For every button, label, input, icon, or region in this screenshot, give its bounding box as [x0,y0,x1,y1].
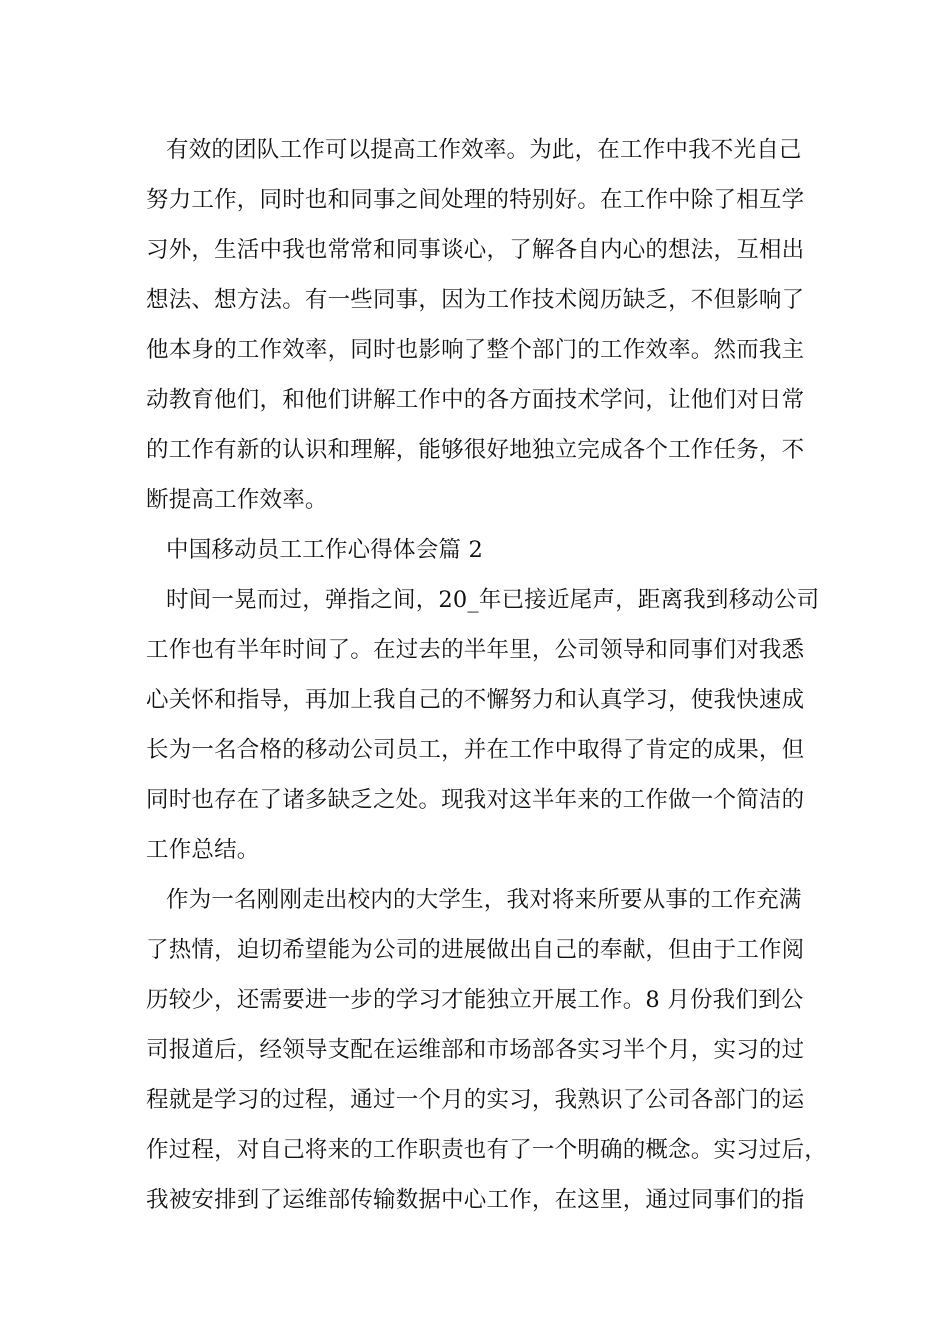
paragraph-1-line-2: 努力工作，同时也和同事之间处理的特别好。在工作中除了相互学 [146,187,805,213]
paragraph-1-line-7: 的工作有新的认识和理解，能够很好地独立完成各个工作任务，不 [146,437,805,463]
section-heading: 中国移动员工工作心得体会篇 2 [166,537,483,563]
paragraph-2-line-1: 时间一晃而过，弹指之间，20_年已接近尾声，距离我到移动公司 [166,587,820,613]
paragraph-1-line-4: 想法、想方法。有一些同事，因为工作技术阅历缺乏，不但影响了 [146,287,805,313]
paragraph-1-line-3: 习外，生活中我也常常和同事谈心，了解各自内心的想法，互相出 [146,237,805,263]
paragraph-3-line-1: 作为一名刚刚走出校内的大学生，我对将来所要从事的工作充满 [166,887,802,913]
paragraph-3-line-6: 作过程，对自己将来的工作职责也有了一个明确的概念。实习过后， [146,1137,828,1163]
paragraph-3-line-4: 司报道后，经领导支配在运维部和市场部各实习半个月，实习的过 [146,1037,805,1063]
paragraph-3-line-7: 我被安排到了运维部传输数据中心工作，在这里，通过同事们的指 [146,1187,805,1213]
paragraph-2-line-5: 同时也存在了诸多缺乏之处。现我对这半年来的工作做一个简洁的 [146,787,805,813]
paragraph-3-line-3: 历较少，还需要进一步的学习才能独立开展工作。8 月份我们到公 [146,987,804,1013]
paragraph-3-line-5: 程就是学习的过程，通过一个月的实习，我熟识了公司各部门的运 [146,1087,805,1113]
paragraph-1-line-5: 他本身的工作效率，同时也影响了整个部门的工作效率。然而我主 [146,337,805,363]
paragraph-2-line-3: 心关怀和指导，再加上我自己的不懈努力和认真学习，使我快速成 [146,687,805,713]
paragraph-3-line-2: 了热情，迫切希望能为公司的进展做出自己的奉献，但由于工作阅 [146,937,805,963]
paragraph-1-line-8: 断提高工作效率。 [146,487,328,513]
paragraph-2-line-4: 长为一名合格的移动公司员工，并在工作中取得了肯定的成果，但 [146,737,805,763]
paragraph-2-line-2: 工作也有半年时间了。在过去的半年里，公司领导和同事们对我悉 [146,637,805,663]
paragraph-1-line-6: 动教育他们，和他们讲解工作中的各方面技术学问，让他们对日常 [146,387,805,413]
paragraph-1-line-1: 有效的团队工作可以提高工作效率。为此，在工作中我不光自己 [166,137,802,163]
paragraph-2-line-6: 工作总结。 [146,837,260,863]
